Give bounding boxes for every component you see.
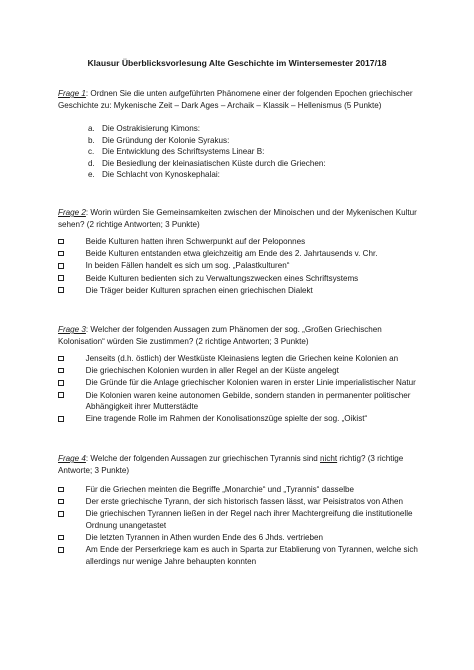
checkbox[interactable]: [58, 275, 64, 281]
answer-option[interactable]: Die griechischen Tyrannen ließen in der Regel nach ihrer Machtergreifung die institutionelle Ordnung unangetastet: [58, 508, 440, 531]
question-4: Frage 4: Welche der folgenden Aussagen zur griechischen Tyrannis sind nicht richtig? (3 richtige Antworte; 3 Punkte): [58, 454, 404, 475]
question-2-label: Frage 2: [58, 208, 86, 217]
checkbox[interactable]: [58, 392, 64, 398]
question-3-text: : Welcher der folgenden Aussagen zum Phänomen der sog. „Großen Griechischen Kolonisation“ würden Sie zustimmen? (2 richtige Antworten; 3 Punkte): [58, 325, 382, 346]
answer-option[interactable]: Beide Kulturen hatten ihren Schwerpunkt auf der Peloponnes: [58, 236, 440, 248]
answer-option[interactable]: Die griechischen Kolonien wurden in aller Regel an der Küste angelegt: [58, 365, 440, 377]
list-item: d. Die Besiedlung der kleinasiatischen Küste durch die Griechen:: [88, 158, 326, 168]
question-3-options: [58, 353, 440, 426]
checkbox[interactable]: [58, 547, 64, 553]
question-4-options: [58, 484, 440, 568]
checkbox[interactable]: [58, 499, 64, 505]
question-2-options: [58, 236, 440, 297]
checkbox[interactable]: [58, 416, 64, 422]
list-item: b. Die Gründung der Kolonie Syrakus:: [88, 135, 230, 145]
question-1-label: Frage 1: [58, 89, 86, 98]
answer-option[interactable]: In beiden Fällen handelt es sich um sog. „Palastkulturen“: [58, 260, 440, 272]
checkbox[interactable]: [58, 356, 64, 362]
question-1-text: : Ordnen Sie die unten aufgeführten Phänomene einer der folgenden Epochen griechischer Geschichte zu: Mykenische Zeit – Dark Ages – Archaik – Klassik – Hellenismus (5 Punkte): [58, 89, 413, 110]
checkbox[interactable]: [58, 251, 64, 257]
list-item: e. Die Schlacht von Kynoskephalai:: [88, 170, 220, 180]
question-3: [58, 324, 428, 347]
checkbox[interactable]: [58, 368, 64, 374]
checkbox[interactable]: [58, 535, 64, 541]
exam-title: Klausur Überblicksvorlesung Alte Geschichte im Wintersemester 2017/18: [87, 58, 387, 68]
question-2-text: : Worin würden Sie Gemeinsamkeiten zwischen der Minoischen und der Mykenischen Kultur sehen? (2 richtige Antworten; 3 Punkte): [58, 208, 417, 229]
question-1: [58, 88, 428, 111]
answer-option[interactable]: Der erste griechische Tyrann, der sich historisch fassen lässt, war Peisistratos von Athen: [58, 496, 440, 508]
question-2: [58, 207, 428, 230]
checkbox[interactable]: [58, 511, 64, 517]
emphasis-nicht: nicht: [320, 454, 338, 463]
question-3-label: Frage 3: [58, 325, 86, 334]
answer-option[interactable]: Für die Griechen meinten die Begriffe „Monarchie“ und „Tyrannis“ dasselbe: [58, 484, 440, 496]
question-4-label: Frage 4: [58, 454, 86, 463]
checkbox[interactable]: [58, 380, 64, 386]
checkbox[interactable]: [58, 287, 64, 293]
answer-option[interactable]: Jenseits (d.h. östlich) der Westküste Kleinasiens legten die Griechen keine Kolonien an: [58, 353, 440, 365]
answer-option[interactable]: Beide Kulturen entstanden etwa gleichzeitig am Ende des 2. Jahrtausends v. Chr.: [58, 248, 440, 260]
answer-option[interactable]: Beide Kulturen bedienten sich zu Verwaltungszwecken eines Schriftsystems: [58, 273, 440, 285]
checkbox[interactable]: [58, 487, 64, 493]
answer-option[interactable]: Die Träger beider Kulturen sprachen einen griechischen Dialekt: [58, 285, 440, 297]
checkbox[interactable]: [58, 239, 64, 245]
checkbox[interactable]: [58, 263, 64, 269]
answer-option[interactable]: Am Ende der Perserkriege kam es auch in Sparta zur Etablierung von Tyrannen, welche sich allerdings nur wenige Jahre behaupten konnten: [58, 544, 440, 567]
question-1-items: [88, 123, 418, 181]
answer-option[interactable]: Die Gründe für die Anlage griechischer Kolonien waren in erster Linie imperialistischer Natur: [58, 377, 440, 389]
answer-option[interactable]: Die letzten Tyrannen in Athen wurden Ende des 6 Jhds. vertrieben: [58, 532, 440, 544]
answer-option[interactable]: Die Kolonien waren keine autonomen Gebilde, sondern standen in permanenter politischer Abhängigkeit ihrer Mutterstädte: [58, 390, 440, 413]
list-item: c. Die Entwicklung des Schriftsystems Linear B:: [88, 147, 265, 157]
list-item: a. Die Ostrakisierung Kimons:: [88, 124, 201, 133]
answer-option[interactable]: Eine tragende Rolle im Rahmen der Konolisationszüge spielte der sog. „Oikist“: [58, 413, 440, 425]
